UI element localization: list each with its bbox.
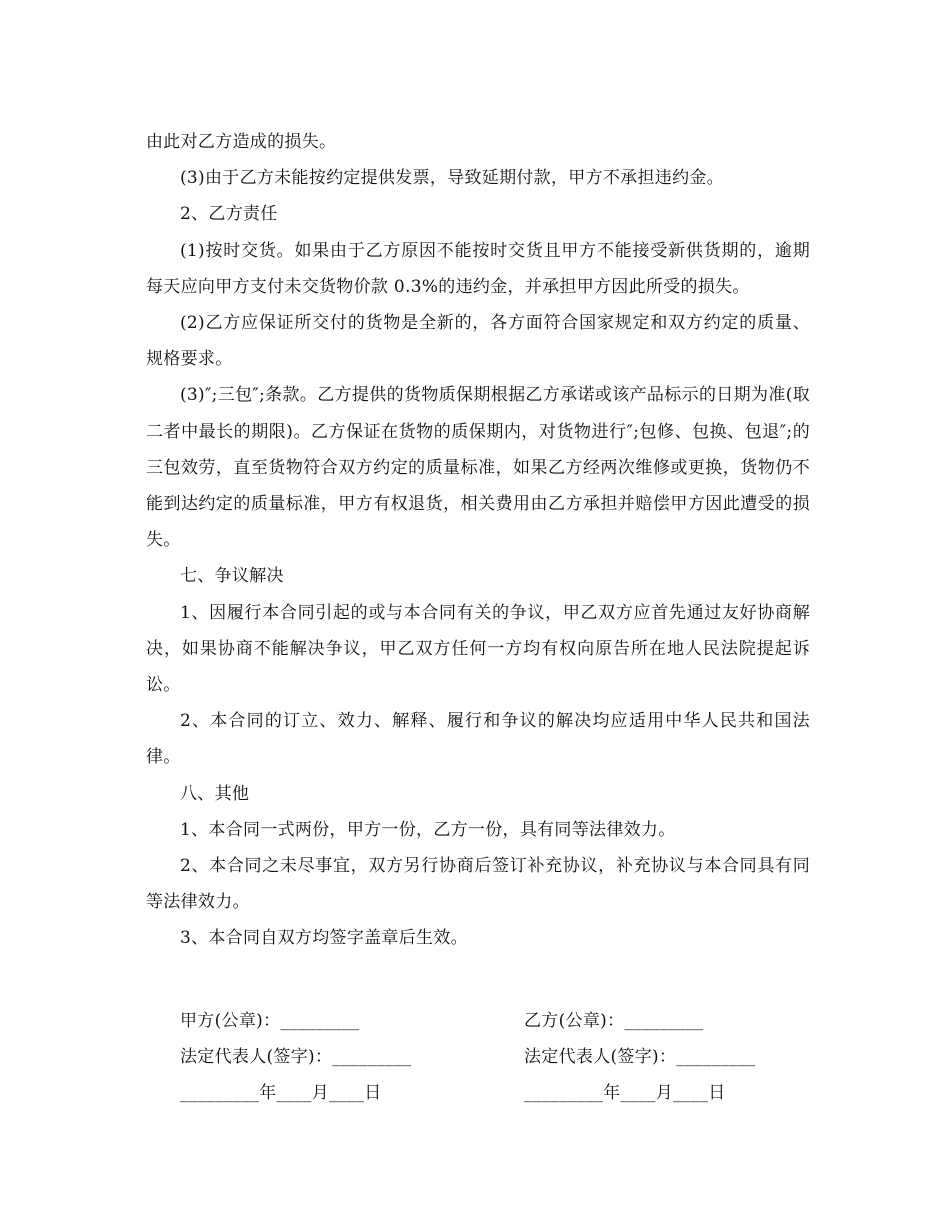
party-a-date-line: _________年____月____日 xyxy=(180,1083,382,1103)
party-b-representative-line: 法定代表人(签字)：_________ xyxy=(524,1047,756,1067)
signature-block-party-b xyxy=(524,1003,755,1111)
heading-party-b-responsibility: 2、乙方责任 xyxy=(180,204,278,225)
paragraph-on-time-delivery: (1)按时交货。如果由于乙方原因不能按时交货且甲方不能接受新供货期的，逾期每天应向甲方支付未交货物价款 0.3%的违约金，并承担甲方因此所受的损失。 xyxy=(146,240,810,297)
paragraph-supplementary-agreement: 2、本合同之未尽事宜，双方另行协商后签订补充协议，补充协议与本合同具有同等法律效力。 xyxy=(146,856,810,913)
paragraph-dispute-negotiation: 1、因履行本合同引起的或与本合同有关的争议，甲乙双方应首先通过友好协商解决，如果协商不能解决争议，甲乙双方任何一方均有权向原告所在地人民法院提起诉讼。 xyxy=(146,602,810,696)
paragraph-invoice-delay: (3)由于乙方未能按约定提供发票，导致延期付款，甲方不承担违约金。 xyxy=(180,168,724,189)
paragraph-warranty-terms: (3)″;三包″;条款。乙方提供的货物质保期根据乙方承诺或该产品标示的日期为准(取二者中最长的期限)。乙方保证在货物的质保期内，对货物进行″;包修、包换、包退″;的三包效劳，直至货物符合双方约定的质量标准，如果乙方经两次维修或更换，货物仍不能到达约定的质量标准，甲方有权退货，相关费用由乙方承担并赔偿甲方因此遭受的损失。 xyxy=(146,385,810,551)
heading-other: 八、其他 xyxy=(180,783,250,804)
paragraph-effective-date: 3、本合同自双方均签字盖章后生效。 xyxy=(180,928,468,949)
contract-body xyxy=(146,124,810,957)
paragraph-goods-quality: (2)乙方应保证所交付的货物是全新的，各方面符合国家规定和双方约定的质量、规格要求。 xyxy=(146,313,810,370)
party-a-representative-line: 法定代表人(签字)：_________ xyxy=(180,1047,412,1067)
paragraph-continuation: 由此对乙方造成的损失。 xyxy=(146,132,337,152)
heading-dispute-resolution: 七、争议解决 xyxy=(180,566,284,587)
paragraph-governing-law: 2、本合同的订立、效力、解释、履行和争议的解决均应适用中华人民共和国法律。 xyxy=(146,711,810,768)
party-b-date-line: _________年____月____日 xyxy=(524,1083,726,1103)
party-b-seal-line: 乙方(公章)：_________ xyxy=(524,1011,704,1031)
signature-block-party-a xyxy=(180,1003,411,1111)
paragraph-copies: 1、本合同一式两份，甲方一份，乙方一份，具有同等法律效力。 xyxy=(180,819,676,840)
party-a-seal-line: 甲方(公章)：_________ xyxy=(180,1011,360,1031)
